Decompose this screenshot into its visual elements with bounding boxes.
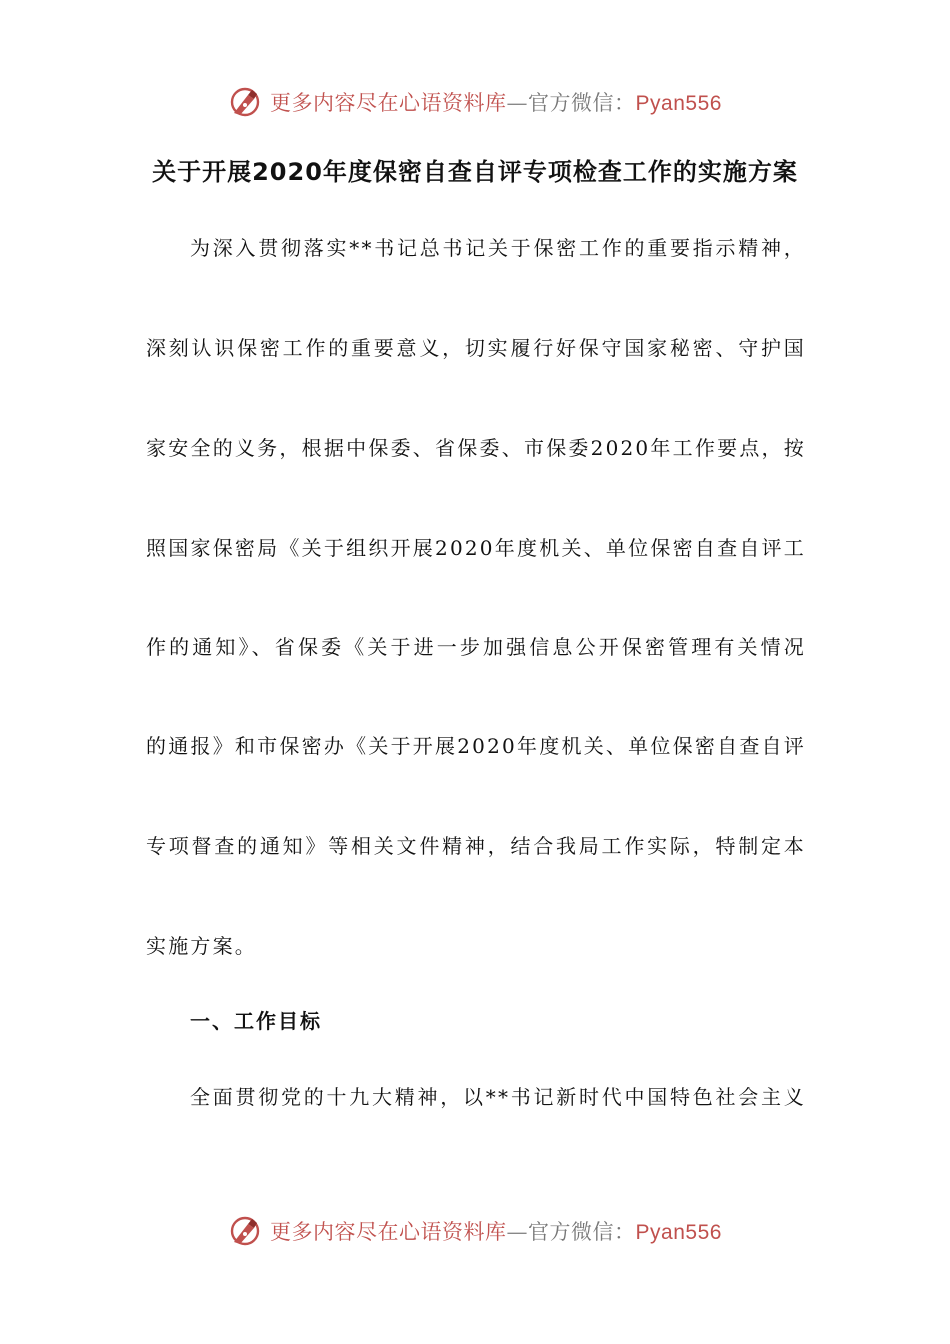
- watermark-text: [270, 1216, 722, 1246]
- intro-line-2: 深刻认识保密工作的重要意义，切实履行好保守国家秘密、守护国: [146, 336, 806, 360]
- watermark-brand: 更多内容尽在心语资料库: [270, 91, 507, 115]
- intro-line-3: 家安全的义务，根据中保委、省保委、市保委2020年工作要点，按: [146, 436, 806, 460]
- watermark-brand: 更多内容尽在心语资料库: [270, 1220, 507, 1244]
- watermark-separator: —: [506, 1220, 529, 1244]
- footer-watermark: [0, 1211, 950, 1251]
- section1-line-1: 全面贯彻党的十九大精神，以**书记新时代中国特色社会主义: [190, 1085, 806, 1109]
- watermark-separator: —: [506, 91, 529, 115]
- intro-line-5: 作的通知》、省保委《关于进一步加强信息公开保密管理有关情况: [146, 635, 806, 659]
- document-title: 关于开展2020年度保密自查自评专项检查工作的实施方案: [152, 158, 798, 186]
- watermark-id: Pyan556: [635, 1221, 722, 1244]
- intro-line-1: 为深入贯彻落实**书记总书记关于保密工作的重要指示精神，: [190, 236, 806, 260]
- intro-line-7: 专项督查的通知》等相关文件精神，结合我局工作实际，特制定本: [146, 834, 806, 858]
- intro-line-6: 的通报》和市保密办《关于开展2020年度机关、单位保密自查自评: [146, 734, 806, 758]
- intro-line-4: 照国家保密局《关于组织开展2020年度机关、单位保密自查自评工: [146, 536, 806, 560]
- watermark-label: 官方微信：: [528, 91, 636, 115]
- pen-nib-circle-icon: [228, 85, 262, 119]
- watermark-label: 官方微信：: [528, 1220, 636, 1244]
- intro-line-8: 实施方案。: [146, 934, 257, 958]
- watermark-id: Pyan556: [635, 92, 722, 115]
- section-heading-goals: 一、工作目标: [190, 1009, 322, 1033]
- watermark-text: [270, 87, 722, 117]
- pen-nib-circle-icon: [228, 1214, 262, 1248]
- header-watermark: [0, 82, 950, 122]
